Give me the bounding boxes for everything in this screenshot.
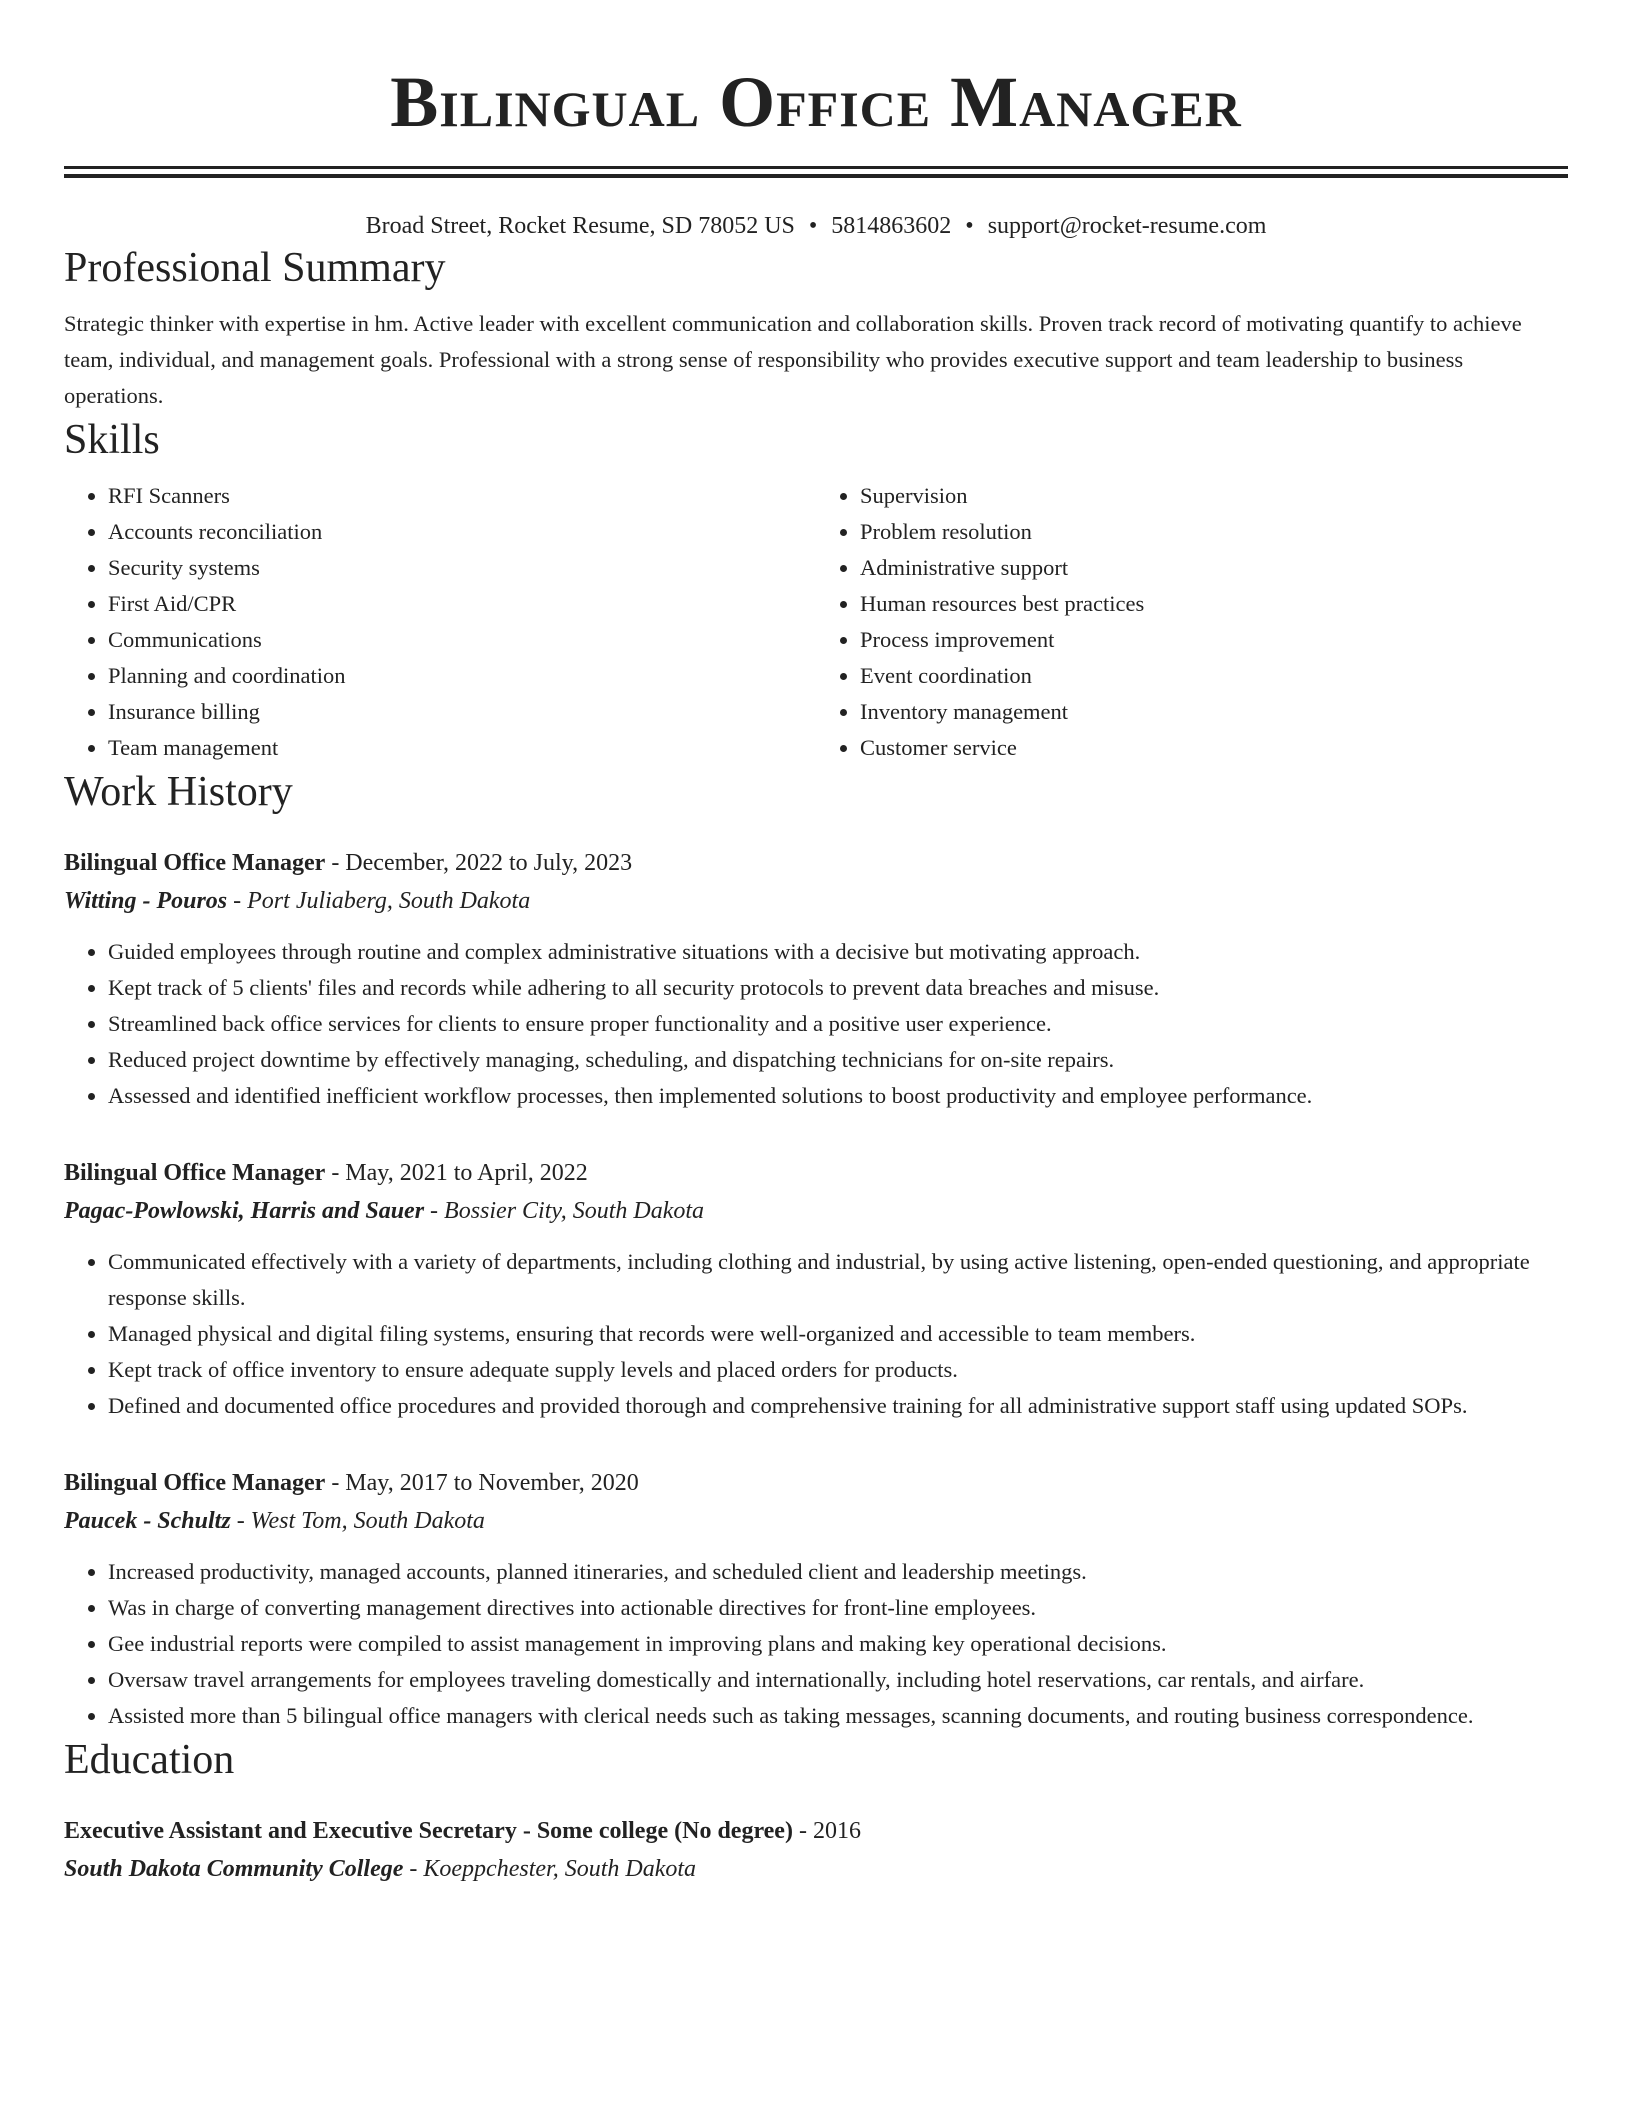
job-bullet: • Kept track of 5 clients' files and records while adhering to all security protocols to prevent data breaches and misuse. [108,970,1568,1006]
job-bullet: • Gee industrial reports were compiled to assist management in improving plans and making key operational decisions. [108,1626,1568,1662]
contact-separator: • [808,213,818,239]
summary-heading: Professional Summary [64,245,446,291]
job-dates: - December, 2022 to July, 2023 [331,850,633,876]
education-heading: Education [64,1737,235,1783]
skill-item: • Administrative support [860,550,1568,586]
skill-item: • Security systems [108,550,816,586]
job-company: Pagac-Powlowski, Harris and Sauer [64,1198,425,1224]
job-bullets [64,1244,1568,1424]
education-year: - 2016 [798,1818,861,1844]
education-location: - Koeppchester, South Dakota [409,1856,697,1882]
job-bullets [64,934,1568,1114]
education-school: South Dakota Community College [64,1856,404,1882]
title-rule-top [64,166,1568,169]
job-bullet: • Oversaw travel arrangements for employees traveling domestically and internationally, including hotel reservations, car rentals, and airfare. [108,1662,1568,1698]
job-bullet: • Assisted more than 5 bilingual office managers with clerical needs such as taking messages, scanning documents, and routing business correspondence. [108,1698,1568,1734]
job-bullet: • Increased productivity, managed accounts, planned itineraries, and scheduled client and leadership meetings. [108,1554,1568,1590]
summary-text: Strategic thinker with expertise in hm. Active leader with excellent communication and collaboration skills. Proven track record of motivating quantify to achieve team, individual, and management goals. Professional with a strong sense of responsibility who provides executive support and team leadership to business operations. [64,311,1522,408]
skill-item: • Team management [108,730,816,766]
job-company: Witting - Pouros [64,888,228,914]
job-bullet: • Defined and documented office procedures and provided thorough and comprehensive training for all administrative support staff using updated SOPs. [108,1388,1568,1424]
contact-line [64,210,1568,242]
contact-address: Broad Street, Rocket Resume, SD 78052 US [365,213,795,239]
skill-item: • Insurance billing [108,694,816,730]
skills-column-left [64,478,816,766]
job-company-line [64,1502,1568,1540]
education-degree: Executive Assistant and Executive Secretary - Some college (No degree) [64,1818,793,1844]
skill-item: • Customer service [860,730,1568,766]
contact-phone: 5814863602 [831,213,952,239]
job-dates: - May, 2021 to April, 2022 [331,1160,588,1186]
skill-item: • First Aid/CPR [108,586,816,622]
skill-item: • RFI Scanners [108,478,816,514]
job-company: Paucek - Schultz [64,1508,231,1534]
title-rule-bottom [64,174,1568,178]
job-dates: - May, 2017 to November, 2020 [331,1470,639,1496]
job-bullet: • Assessed and identified inefficient workflow processes, then implemented solutions to boost productivity and employee performance. [108,1078,1568,1114]
job-title: Bilingual Office Manager [64,1470,326,1496]
job-company-line [64,882,1568,920]
skill-item: • Problem resolution [860,514,1568,550]
skill-item: • Planning and coordination [108,658,816,694]
skills-heading: Skills [64,417,160,463]
job-bullet: • Was in charge of converting management directives into actionable directives for front-line employees. [108,1590,1568,1626]
job-bullet: • Communicated effectively with a variety of departments, including clothing and industrial, by using active listening, open-ended questioning, and appropriate response skills. [108,1244,1568,1316]
skill-item: • Communications [108,622,816,658]
skill-item: • Event coordination [860,658,1568,694]
job-entry [64,844,1568,1114]
work-history-heading: Work History [64,769,293,815]
resume-title: Bilingual Office Manager [390,62,1242,142]
education-entry [64,1812,1568,1888]
skills-list [64,478,1568,766]
job-bullet: • Managed physical and digital filing systems, ensuring that records were well-organized and accessible to team members. [108,1316,1568,1352]
job-title-line [64,844,1568,882]
skill-item: • Process improvement [860,622,1568,658]
job-company-line [64,1192,1568,1230]
job-bullet: • Guided employees through routine and complex administrative situations with a decisive but motivating approach. [108,934,1568,970]
education-degree-line [64,1812,1568,1850]
skill-item: • Supervision [860,478,1568,514]
job-title: Bilingual Office Manager [64,850,326,876]
job-title: Bilingual Office Manager [64,1160,326,1186]
job-location: - West Tom, South Dakota [236,1508,485,1534]
job-entry [64,1464,1568,1734]
education-school-line [64,1850,1568,1888]
job-location: - Bossier City, South Dakota [430,1198,705,1224]
skill-item: • Accounts reconciliation [108,514,816,550]
contact-separator: • [965,213,974,239]
job-title-line [64,1154,1568,1192]
job-title-line [64,1464,1568,1502]
job-entry [64,1154,1568,1424]
skills-column-right [816,478,1568,766]
job-bullets [64,1554,1568,1734]
job-location: - Port Juliaberg, South Dakota [233,888,531,914]
skill-item: • Inventory management [860,694,1568,730]
job-bullet: • Streamlined back office services for clients to ensure proper functionality and a positive user experience. [108,1006,1568,1042]
contact-email: support@rocket-resume.com [987,213,1267,239]
skill-item: • Human resources best practices [860,586,1568,622]
job-bullet: • Reduced project downtime by effectively managing, scheduling, and dispatching technicians for on-site repairs. [108,1042,1568,1078]
job-bullet: • Kept track of office inventory to ensure adequate supply levels and placed orders for products. [108,1352,1568,1388]
